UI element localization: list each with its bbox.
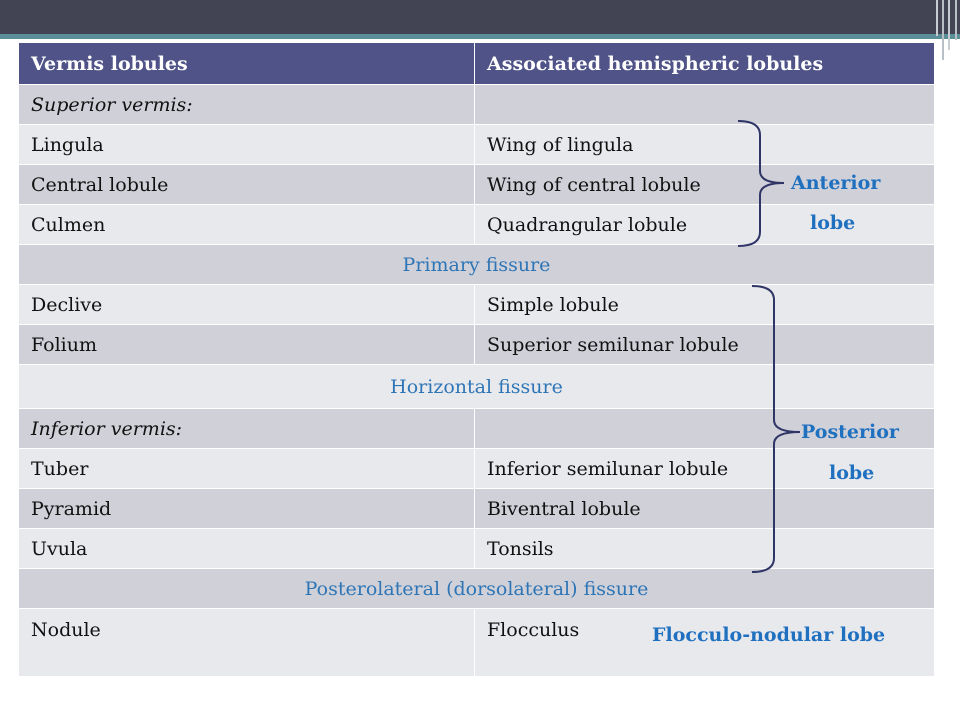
primary-fissure: Primary fissure	[19, 245, 935, 285]
table-row	[19, 409, 935, 449]
cell-hemispheric: Quadrangular lobule	[475, 205, 935, 245]
cell-vermis: Folium	[19, 325, 475, 365]
decorative-line	[955, 0, 957, 40]
anterior-lobe-label-line2: lobe	[810, 212, 856, 234]
table-row	[19, 449, 935, 489]
cerebellum-lobules-table	[18, 42, 935, 677]
cell-vermis: Lingula	[19, 125, 475, 165]
anterior-lobe-label: Anterior	[791, 172, 881, 194]
section-superior-vermis: Superior vermis:	[19, 85, 475, 125]
cell-hemispheric: Wing of central lobule	[475, 165, 935, 205]
cell-vermis: Pyramid	[19, 489, 475, 529]
posterior-lobe-label-line2: lobe	[829, 462, 875, 484]
decorative-line	[942, 0, 944, 60]
cell-hemispheric	[475, 85, 935, 125]
cell-vermis: Nodule	[19, 609, 475, 677]
section-inferior-vermis: Inferior vermis:	[19, 409, 475, 449]
table-header-row	[19, 43, 935, 85]
flocculonodular-lobe-label: Flocculo-nodular lobe	[652, 624, 886, 646]
cell-hemispheric: Simple lobule	[475, 285, 935, 325]
fissure-row	[19, 365, 935, 409]
header-vermis-lobules: Vermis lobules	[19, 43, 475, 85]
table-row	[19, 325, 935, 365]
cell-vermis: Culmen	[19, 205, 475, 245]
cell-hemispheric: Biventral lobule	[475, 489, 935, 529]
cell-vermis: Uvula	[19, 529, 475, 569]
horizontal-fissure: Horizontal fissure	[19, 365, 935, 409]
table-row	[19, 529, 935, 569]
cell-vermis: Central lobule	[19, 165, 475, 205]
header-hemispheric-lobules: Associated hemispheric lobules	[475, 43, 935, 85]
cell-vermis: Tuber	[19, 449, 475, 489]
table-row	[19, 125, 935, 165]
cell-hemispheric: Tonsils	[475, 529, 935, 569]
cell-hemispheric: Wing of lingula	[475, 125, 935, 165]
decorative-line	[948, 0, 950, 50]
posterolateral-fissure: Posterolateral (dorsolateral) fissure	[19, 569, 935, 609]
fissure-row	[19, 569, 935, 609]
posterior-lobe-label: Posterior	[801, 421, 899, 443]
table-row	[19, 85, 935, 125]
table-row	[19, 205, 935, 245]
fissure-row	[19, 245, 935, 285]
table-row	[19, 489, 935, 529]
cell-hemispheric: Inferior semilunar lobule	[475, 449, 935, 489]
top-accent-strip	[0, 34, 960, 39]
cell-hemispheric: Flocculus	[475, 609, 935, 677]
top-title-bar	[0, 0, 960, 34]
decorative-line	[936, 0, 938, 36]
cell-hemispheric: Superior semilunar lobule	[475, 325, 935, 365]
table-row	[19, 285, 935, 325]
cell-vermis: Declive	[19, 285, 475, 325]
